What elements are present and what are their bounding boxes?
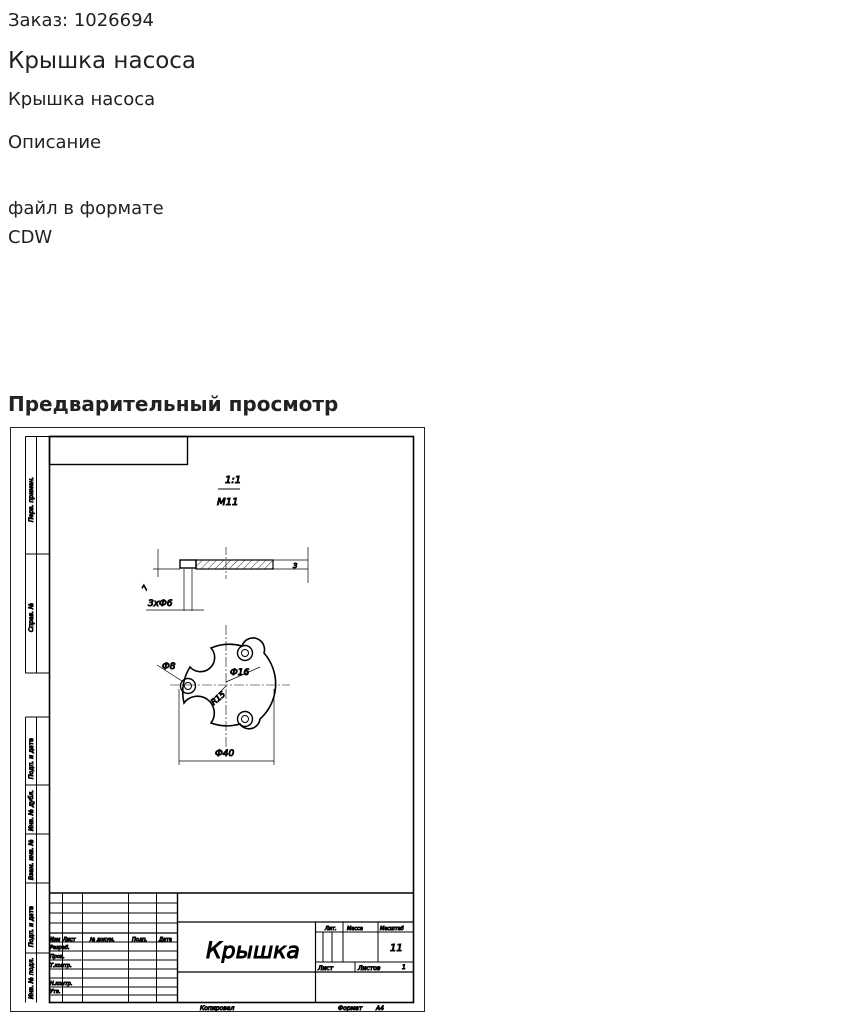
dim-depth: 7 — [140, 584, 150, 592]
head-scale: Масштаб — [380, 926, 404, 932]
col-date: Дата — [159, 937, 172, 943]
order-number: Заказ: 1026694 — [8, 10, 154, 31]
row-prov: Пров. — [50, 954, 65, 960]
side-strip-bottom — [26, 717, 50, 1003]
dim-hole-dia: Ф8 — [162, 662, 176, 672]
stamp-sheets-value: 1 — [402, 964, 406, 971]
stamp-title: Крышка — [206, 939, 300, 964]
head-mass: Масса — [347, 926, 363, 932]
scale-label: 1:1 — [225, 475, 242, 486]
row-razrab: Разраб. — [50, 945, 70, 951]
stamp-mass-value: 11 — [390, 943, 403, 954]
row-tkontr: Т.контр. — [50, 963, 72, 969]
drawing-preview[interactable] — [10, 427, 425, 1012]
side-label-inv-podl: Инв. № подл. — [28, 957, 35, 999]
stamp-sheets: Листов — [358, 965, 381, 972]
product-title: Крышка насоса — [8, 48, 197, 74]
side-label-podp1: Подп. и дата — [28, 738, 35, 779]
plan-view — [157, 625, 290, 765]
dim-bolt-radius: R15 — [209, 689, 228, 707]
stamp-format: Формат — [338, 1005, 363, 1012]
row-utv: Утв. — [50, 989, 61, 995]
dim-center-dia: Ф16 — [230, 668, 250, 678]
title-block — [50, 893, 414, 1012]
side-label-inv-dubl: Инв. № дубл. — [28, 789, 35, 831]
stamp-sheet: Лист — [318, 965, 334, 972]
preview-heading: Предварительный просмотр — [8, 392, 339, 416]
side-label-perv: Перв. примен. — [28, 476, 35, 522]
side-strip-top — [26, 437, 50, 674]
side-label-vzam: Взам. инв. № — [28, 839, 35, 880]
dim-outer-dia: Ф40 — [215, 749, 235, 759]
col-sign: Подп. — [132, 937, 148, 943]
col-list: Лист — [63, 937, 76, 943]
side-label-sprav: Справ. № — [28, 602, 35, 632]
technical-drawing — [10, 427, 425, 1012]
description-text: файл в формате CDW — [8, 198, 164, 248]
material-label: М11 — [217, 497, 239, 508]
description-heading: Описание — [8, 132, 102, 153]
dim-thickness: 3 — [293, 562, 298, 570]
col-doc: № докум. — [90, 937, 115, 943]
stamp-copied: Копировал — [200, 1005, 235, 1012]
dim-holes: 3хФ6 — [148, 599, 173, 609]
product-subtitle: Крышка насоса — [8, 89, 156, 110]
row-nkontr: Н.контр. — [50, 981, 73, 987]
stamp-format-value: А4 — [376, 1005, 384, 1012]
head-lit: Лит. — [325, 926, 337, 932]
col-izm: Изм — [50, 937, 61, 943]
section-view — [141, 547, 308, 611]
side-label-podp2: Подп. и дата — [28, 906, 35, 947]
